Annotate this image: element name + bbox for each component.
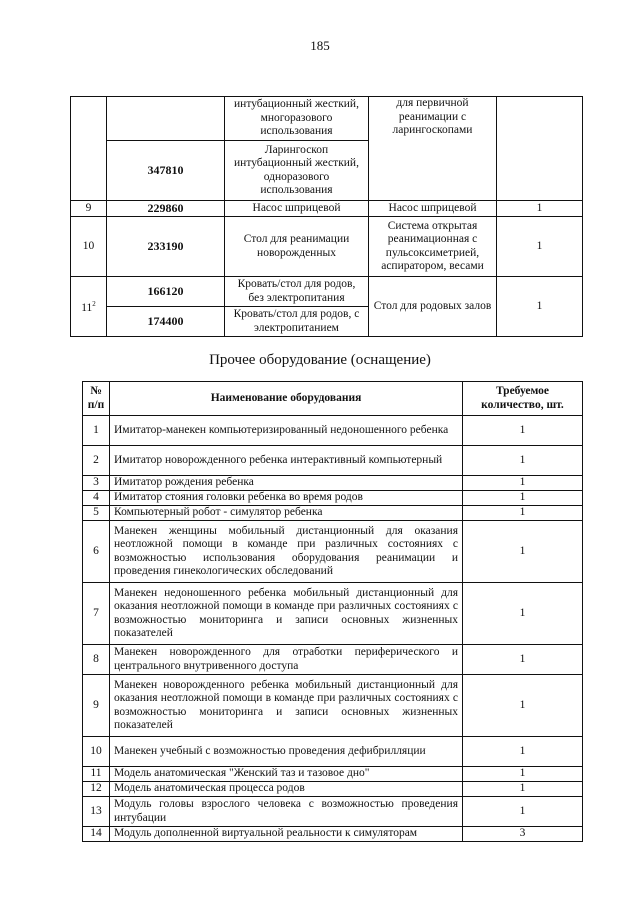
cell-name: Модуль дополненной виртуальной реальности к симуляторам bbox=[110, 827, 463, 842]
cell-code: 233190 bbox=[107, 217, 225, 277]
cell-num bbox=[71, 97, 107, 201]
cell-desc: Система открытая реанимационная с пульсоксиметрией, аспиратором, весами bbox=[369, 217, 497, 277]
cell-name: интубационный жесткий, многоразового использования bbox=[225, 97, 369, 141]
cell-code: 347810 bbox=[107, 141, 225, 201]
table-row bbox=[71, 201, 583, 217]
cell-name: Модель анатомическая "Женский таз и тазовое дно" bbox=[110, 767, 463, 782]
table-row bbox=[83, 506, 583, 521]
cell-qty: 1 bbox=[463, 645, 583, 675]
cell-qty: 1 bbox=[463, 521, 583, 583]
cell-num: 5 bbox=[83, 506, 110, 521]
cell-qty: 1 bbox=[497, 277, 583, 337]
cell-name: Имитатор новорожденного ребенка интерактивный компьютерный bbox=[110, 446, 463, 476]
cell-name: Насос шприцевой bbox=[225, 201, 369, 217]
cell-name: Манекен новорожденного ребенка мобильный дистанционный для оказания неотложной помощи в команде при различных состояниях с возможностью мониторинга и записи основных жизненных показателей bbox=[110, 675, 463, 737]
cell-num: 11 bbox=[83, 767, 110, 782]
cell-qty: 1 bbox=[463, 446, 583, 476]
cell-code: 229860 bbox=[107, 201, 225, 217]
table-row bbox=[83, 797, 583, 827]
table-row bbox=[83, 476, 583, 491]
cell-qty: 1 bbox=[497, 201, 583, 217]
row-number: 11 bbox=[81, 301, 93, 314]
cell-code: 174400 bbox=[107, 307, 225, 337]
table-row bbox=[83, 583, 583, 645]
cell-desc: Стол для родовых залов bbox=[369, 277, 497, 337]
cell-qty: 1 bbox=[463, 767, 583, 782]
cell-code bbox=[107, 97, 225, 141]
cell-num: 7 bbox=[83, 583, 110, 645]
header-num: № п/п bbox=[83, 382, 110, 416]
table-row bbox=[71, 97, 583, 141]
cell-num: 2 bbox=[83, 446, 110, 476]
cell-name: Модуль головы взрослого человека с возможностью проведения интубации bbox=[110, 797, 463, 827]
cell-qty: 1 bbox=[463, 797, 583, 827]
cell-code: 166120 bbox=[107, 277, 225, 307]
table-row bbox=[83, 645, 583, 675]
cell-qty: 1 bbox=[463, 491, 583, 506]
cell-num: 8 bbox=[83, 645, 110, 675]
cell-num: 9 bbox=[71, 201, 107, 217]
table-row bbox=[83, 737, 583, 767]
cell-name: Манекен женщины мобильный дистанционный для оказания неотложной помощи в команде при различных состояниях с возможностью использования оборудования реанимации и проведения гинекологических обследований bbox=[110, 521, 463, 583]
cell-name: Компьютерный робот - симулятор ребенка bbox=[110, 506, 463, 521]
table-row bbox=[71, 277, 583, 307]
cell-num: 6 bbox=[83, 521, 110, 583]
table-header-row bbox=[83, 382, 583, 416]
cell-name: Имитатор-манекен компьютеризированный недоношенного ребенка bbox=[110, 416, 463, 446]
cell-desc: для первичной реанимации с ларингоскопами bbox=[369, 97, 497, 201]
table-body bbox=[83, 416, 583, 842]
table-row bbox=[71, 217, 583, 277]
cell-num: 12 bbox=[83, 782, 110, 797]
cell-qty: 1 bbox=[463, 476, 583, 491]
cell-qty: 1 bbox=[463, 416, 583, 446]
page-number: 185 bbox=[310, 38, 330, 53]
cell-name: Ларингоскоп интубационный жесткий, одноразового использования bbox=[225, 141, 369, 201]
equipment-table-continued bbox=[70, 96, 583, 337]
table-row bbox=[83, 767, 583, 782]
section-title: Прочее оборудование (оснащение) bbox=[209, 352, 431, 368]
cell-num: 10 bbox=[83, 737, 110, 767]
cell-num: 4 bbox=[83, 491, 110, 506]
cell-desc: Насос шприцевой bbox=[369, 201, 497, 217]
cell-num: 3 bbox=[83, 476, 110, 491]
cell-qty bbox=[497, 97, 583, 201]
table-row bbox=[83, 446, 583, 476]
table-row bbox=[83, 782, 583, 797]
cell-name: Модель анатомическая процесса родов bbox=[110, 782, 463, 797]
cell-num: 9 bbox=[83, 675, 110, 737]
cell-num: 1 bbox=[83, 416, 110, 446]
cell-qty: 1 bbox=[463, 782, 583, 797]
cell-name: Манекен новорожденного для отработки периферического и центрального внутривенного доступа bbox=[110, 645, 463, 675]
footnote-marker: 2 bbox=[92, 299, 96, 308]
cell-name: Имитатор рождения ребенка bbox=[110, 476, 463, 491]
table-row bbox=[83, 491, 583, 506]
other-equipment-table bbox=[82, 381, 583, 842]
cell-name: Имитатор стояния головки ребенка во время родов bbox=[110, 491, 463, 506]
table-row bbox=[83, 521, 583, 583]
cell-num: 10 bbox=[71, 217, 107, 277]
cell-num bbox=[71, 277, 107, 337]
cell-name: Кровать/стол для родов, с электропитанием bbox=[225, 307, 369, 337]
cell-num: 13 bbox=[83, 797, 110, 827]
header-qty: Требуемое количество, шт. bbox=[463, 382, 583, 416]
cell-qty: 1 bbox=[463, 506, 583, 521]
cell-name: Стол для реанимации новорожденных bbox=[225, 217, 369, 277]
cell-qty: 1 bbox=[463, 675, 583, 737]
cell-name: Манекен недоношенного ребенка мобильный дистанционный для оказания неотложной помощи в команде при различных состояниях с возможностью мониторинга и записи основных жизненных показателей bbox=[110, 583, 463, 645]
table-row bbox=[83, 675, 583, 737]
table-row bbox=[83, 827, 583, 842]
cell-qty: 1 bbox=[497, 217, 583, 277]
cell-qty: 1 bbox=[463, 583, 583, 645]
cell-name: Кровать/стол для родов, без электропитания bbox=[225, 277, 369, 307]
cell-qty: 1 bbox=[463, 737, 583, 767]
header-name: Наименование оборудования bbox=[110, 382, 463, 416]
table-row bbox=[83, 416, 583, 446]
cell-name: Манекен учебный с возможностью проведения дефибрилляции bbox=[110, 737, 463, 767]
cell-num: 14 bbox=[83, 827, 110, 842]
cell-qty: 3 bbox=[463, 827, 583, 842]
